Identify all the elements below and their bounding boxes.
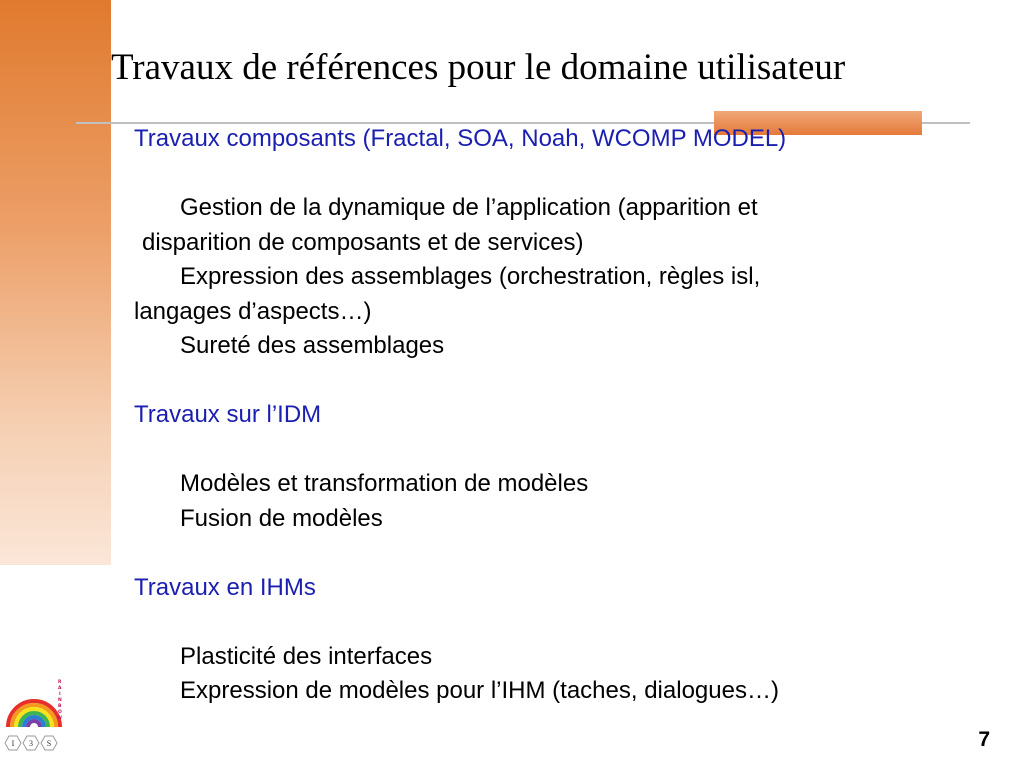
slide-title: Travaux de références pour le domaine utilisateur	[111, 47, 846, 88]
logo-letter-s: S	[46, 739, 52, 748]
bullet-line: Gestion de la dynamique de l’application (apparition et	[180, 194, 758, 221]
logo-letter-3: 3	[29, 739, 33, 748]
side-gradient-bar	[0, 0, 111, 565]
logo-letter: I	[59, 692, 61, 697]
bullet-line: Plasticité des interfaces	[180, 642, 433, 670]
logo-letter: A	[58, 686, 62, 691]
logo-letter: B	[58, 704, 62, 709]
bullet-line: Expression des assemblages (orchestration, règles isl,	[180, 263, 761, 290]
spacer	[134, 433, 1014, 468]
page-number: 7	[978, 728, 990, 751]
bullet-line-continuation: langages d’aspects…)	[134, 297, 372, 325]
logo-letter: R	[58, 680, 62, 685]
logo-letter-i: I	[11, 739, 15, 748]
spacer	[134, 536, 1014, 571]
logo-letter: N	[58, 698, 62, 703]
bullet-line: Fusion de modèles	[180, 504, 383, 532]
spacer	[134, 364, 1014, 399]
section-heading-idm: Travaux sur l’IDM	[134, 401, 322, 428]
section-heading-ihm: Travaux en IHMs	[134, 573, 316, 601]
bullet-line-continuation: disparition de composants et de services)	[142, 228, 584, 256]
slide-content	[134, 122, 1014, 709]
bullet-line: Modèles et transformation de modèles	[180, 470, 589, 497]
section-heading-components: Travaux composants (Fractal, SOA, Noah, WCOMP MODEL)	[134, 125, 787, 152]
bullet-line: Expression de modèles pour l’IHM (taches, dialogues…)	[180, 677, 779, 704]
spacer	[134, 605, 1014, 640]
logo-letter: W	[57, 716, 62, 721]
i3s-rainbow-logo	[2, 673, 68, 759]
spacer	[134, 157, 1014, 192]
logo-letter: O	[58, 710, 62, 715]
bullet-line: Sureté des assemblages	[180, 332, 445, 359]
